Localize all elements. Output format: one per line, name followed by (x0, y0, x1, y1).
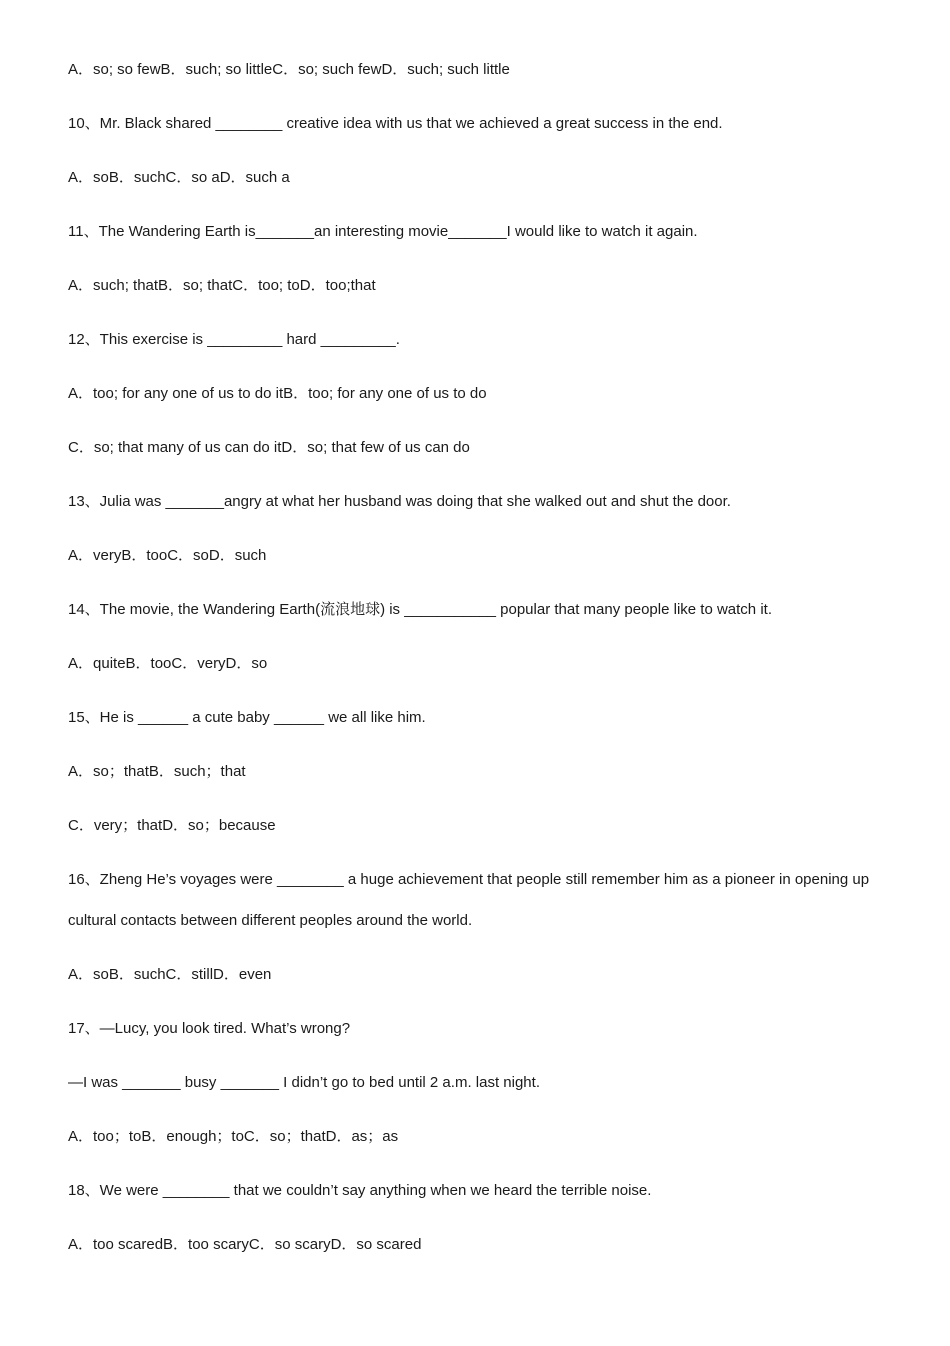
question-16: 16、Zheng He’s voyages were ________ a huge achievement that people still remember him as a pioneer in opening up cultural contacts between different peoples around the world. (68, 871, 874, 929)
option-line-q12-ab: A．too; for any one of us to do itB．too; for any one of us to do (68, 385, 487, 402)
question-14: 14、The movie, the Wandering Earth(流浪地球) is ___________ popular that many people like to watch it. (68, 601, 772, 618)
option-line-q15-ab: A．so；thatB．such；that (68, 763, 246, 780)
question-13: 13、Julia was _______angry at what her husband was doing that she walked out and shut the door. (68, 493, 731, 510)
question-15: 15、He is ______ a cute baby ______ we all like him. (68, 709, 426, 726)
option-line-q11: A．such; thatB．so; thatC．too; toD．too;that (68, 277, 376, 294)
option-line-q10: A．soB．suchC．so aD．such a (68, 169, 290, 186)
option-line-q9: A．so; so fewB．such; so littleC．so; such fewD．such; such little (68, 61, 510, 78)
question-17: 17、—Lucy, you look tired. What’s wrong? (68, 1020, 351, 1037)
option-line-q16: A．soB．suchC．stillD．even (68, 966, 272, 983)
option-line-q13: A．veryB．tooC．soD．such (68, 547, 267, 564)
option-line-q12-cd: C．so; that many of us can do itD．so; that few of us can do (68, 439, 470, 456)
question-17-reply: —I was _______ busy _______ I didn’t go to bed until 2 a.m. last night. (68, 1074, 540, 1091)
question-10: 10、Mr. Black shared ________ creative idea with us that we achieved a great success in the end. (68, 115, 723, 132)
option-line-q14: A．quiteB．tooC．veryD．so (68, 655, 268, 672)
document-page (68, 58, 888, 1287)
option-line-q17: A．too；toB．enough；toC．so；thatD．as；as (68, 1128, 399, 1145)
question-18: 18、We were ________ that we couldn’t say anything when we heard the terrible noise. (68, 1182, 652, 1199)
option-line-q15-cd: C．very；thatD．so；because (68, 817, 276, 834)
question-12: 12、This exercise is _________ hard _________. (68, 331, 400, 348)
question-11: 11、The Wandering Earth is_______an interesting movie_______I would like to watch it again. (68, 223, 698, 240)
option-line-q18: A．too scaredB．too scaryC．so scaryD．so scared (68, 1236, 422, 1253)
